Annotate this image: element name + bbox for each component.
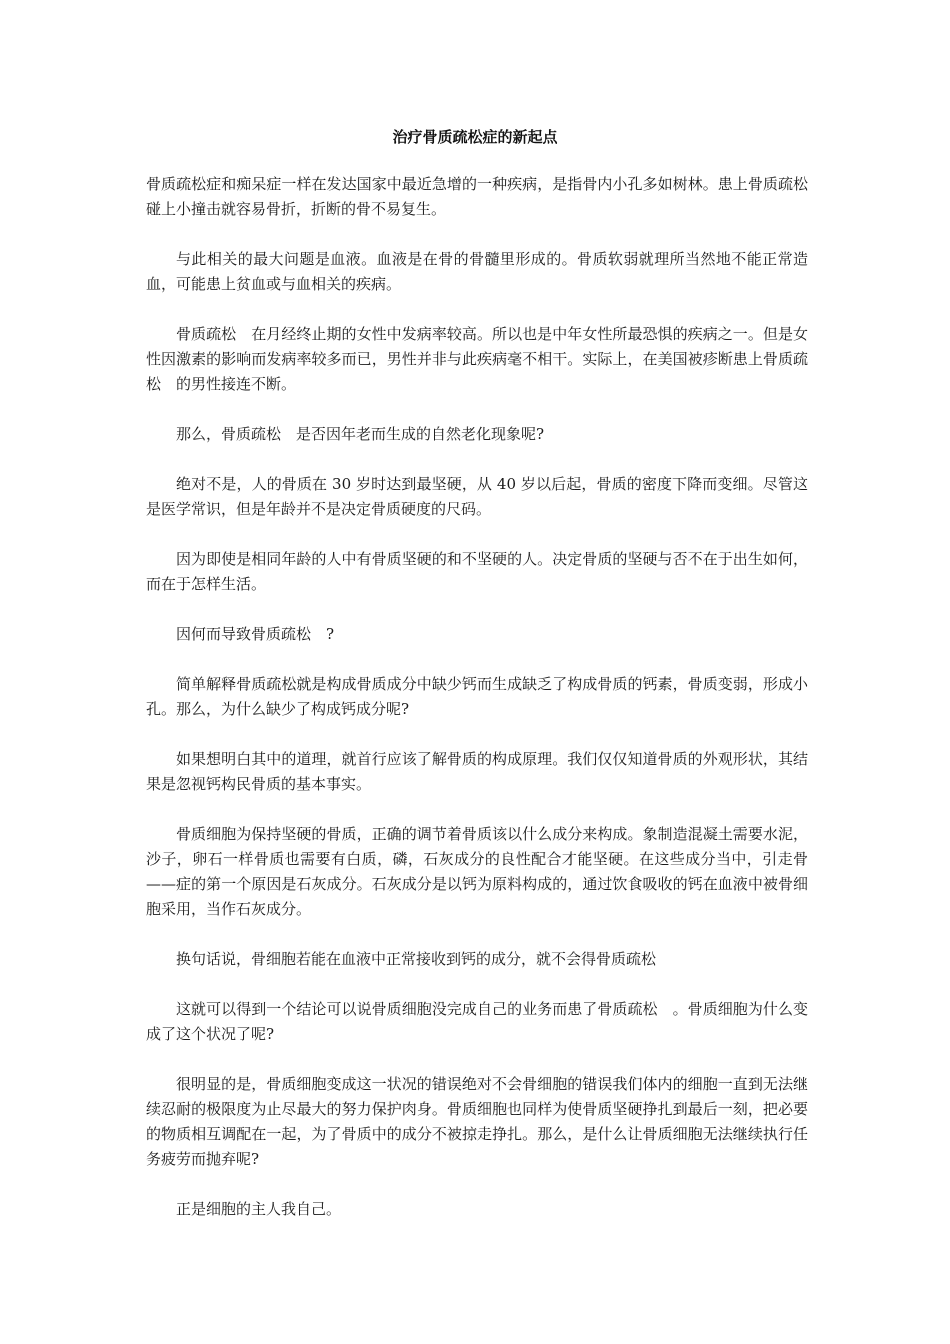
paragraph-7: 因何而导致骨质疏松 ? — [176, 625, 335, 643]
paragraph-5: 绝对不是，人的骨质在 30 岁时达到最坚硬，从 40 岁以后起，骨质的密度下降而变细。尽管这是医学常识，但是年龄并不是决定骨质硬度的尺码。 — [146, 475, 808, 518]
paragraph-14: 正是细胞的主人我自己。 — [176, 1200, 342, 1218]
paragraph-11: 换句话说，骨细胞若能在血液中正常接收到钙的成分，就不会得骨质疏松 — [176, 950, 657, 968]
document-body — [146, 172, 824, 1247]
document-title: 治疗骨质疏松症的新起点 — [392, 128, 558, 146]
paragraph-4: 那么，骨质疏松 是否因年老而生成的自然老化现象呢? — [176, 425, 545, 443]
paragraph-3: 骨质疏松 在月经终止期的女性中发病率较高。所以也是中年女性所最恐惧的疾病之一。但是女性因激素的影响而发病率较多而已，男性并非与此疾病毫不相干。实际上，在美国被疹断患上骨质疏松 的男性接连不断。 — [146, 325, 808, 393]
paragraph-8: 简单解释骨质疏松就是构成骨质成分中缺少钙而生成缺乏了构成骨质的钙素，骨质变弱，形成小孔。那么，为什么缺少了构成钙成分呢? — [146, 675, 808, 718]
paragraph-6: 因为即使是相同年龄的人中有骨质坚硬的和不坚硬的人。决定骨质的坚硬与否不在于出生如何，而在于怎样生活。 — [146, 550, 808, 593]
paragraph-2: 与此相关的最大问题是血液。血液是在骨的骨髓里形成的。骨质软弱就理所当然地不能正常造血，可能患上贫血或与血相关的疾病。 — [146, 250, 808, 293]
paragraph-12: 这就可以得到一个结论可以说骨质细胞没完成自己的业务而患了骨质疏松 。骨质细胞为什么变成了这个状况了呢? — [146, 1000, 808, 1043]
paragraph-10: 骨质细胞为保持坚硬的骨质，正确的调节着骨质该以什么成分来构成。象制造混凝土需要水泥，沙子，卵石一样骨质也需要有白质，磷，石灰成分的良性配合才能坚硬。在这些成分当中，引走骨——症的第一个原因是石灰成分。石灰成分是以钙为原料构成的，通过饮食吸收的钙在血液中被骨细胞采用，当作石灰成分。 — [146, 825, 808, 918]
paragraph-1: 骨质疏松症和痴呆症一样在发达国家中最近急增的一种疾病，是指骨内小孔多如树林。患上骨质疏松 碰上小撞击就容易骨折，折断的骨不易复生。 — [146, 175, 824, 218]
paragraph-13: 很明显的是，骨质细胞变成这一状况的错误绝对不会骨细胞的错误我们体内的细胞一直到无法继续忍耐的极限度为止尽最大的努力保护肉身。骨质细胞也同样为使骨质坚硬挣扎到最后一刻，把必要的物质相互调配在一起，为了骨质中的成分不被掠走挣扎。那么，是什么让骨质细胞无法继续执行任务疲劳而抛弃呢? — [146, 1075, 808, 1168]
paragraph-9: 如果想明白其中的道理，就首行应该了解骨质的构成原理。我们仅仅知道骨质的外观形状，其结果是忽视钙构民骨质的基本事实。 — [146, 750, 808, 793]
